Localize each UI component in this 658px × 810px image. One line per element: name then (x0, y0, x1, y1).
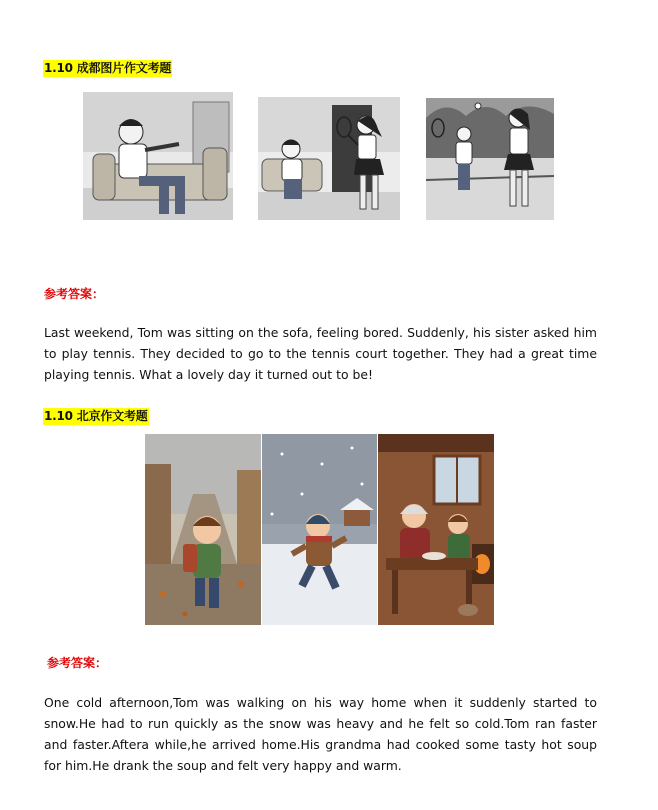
sitting-on-sofa-image (83, 92, 233, 220)
sister-with-racket-image (258, 97, 400, 220)
section1-heading: 1.10 成都图片作文考题 (44, 61, 172, 75)
section1-answer-text: Last weekend, Tom was sitting on the sofa, feeling bored. Suddenly, his sister asked him to play tennis. They decided to go to the tennis court together. They had a great time playing tennis. What a lovely day it turned out to be! (44, 325, 597, 382)
section1-answer-label: 参考答案： (44, 287, 105, 301)
grandma-soup-image (378, 434, 494, 625)
walking-home-autumn-image (145, 434, 261, 625)
section2-answer-text: One cold afternoon,Tom was walking on his way home when it suddenly started to snow.He had to run quickly as the snow was heavy and he felt so cold.Tom ran faster and faster.Aftera while,he arrived home.His grandma had cooked some tasty hot soup for him.He drank the soup and felt very happy and warm. (44, 695, 597, 773)
running-in-snow-image (262, 434, 377, 625)
section2-heading: 1.10 北京作文考题 (44, 409, 148, 423)
playing-tennis-image (426, 98, 554, 220)
section2-answer-label: 参考答案： (47, 656, 108, 670)
